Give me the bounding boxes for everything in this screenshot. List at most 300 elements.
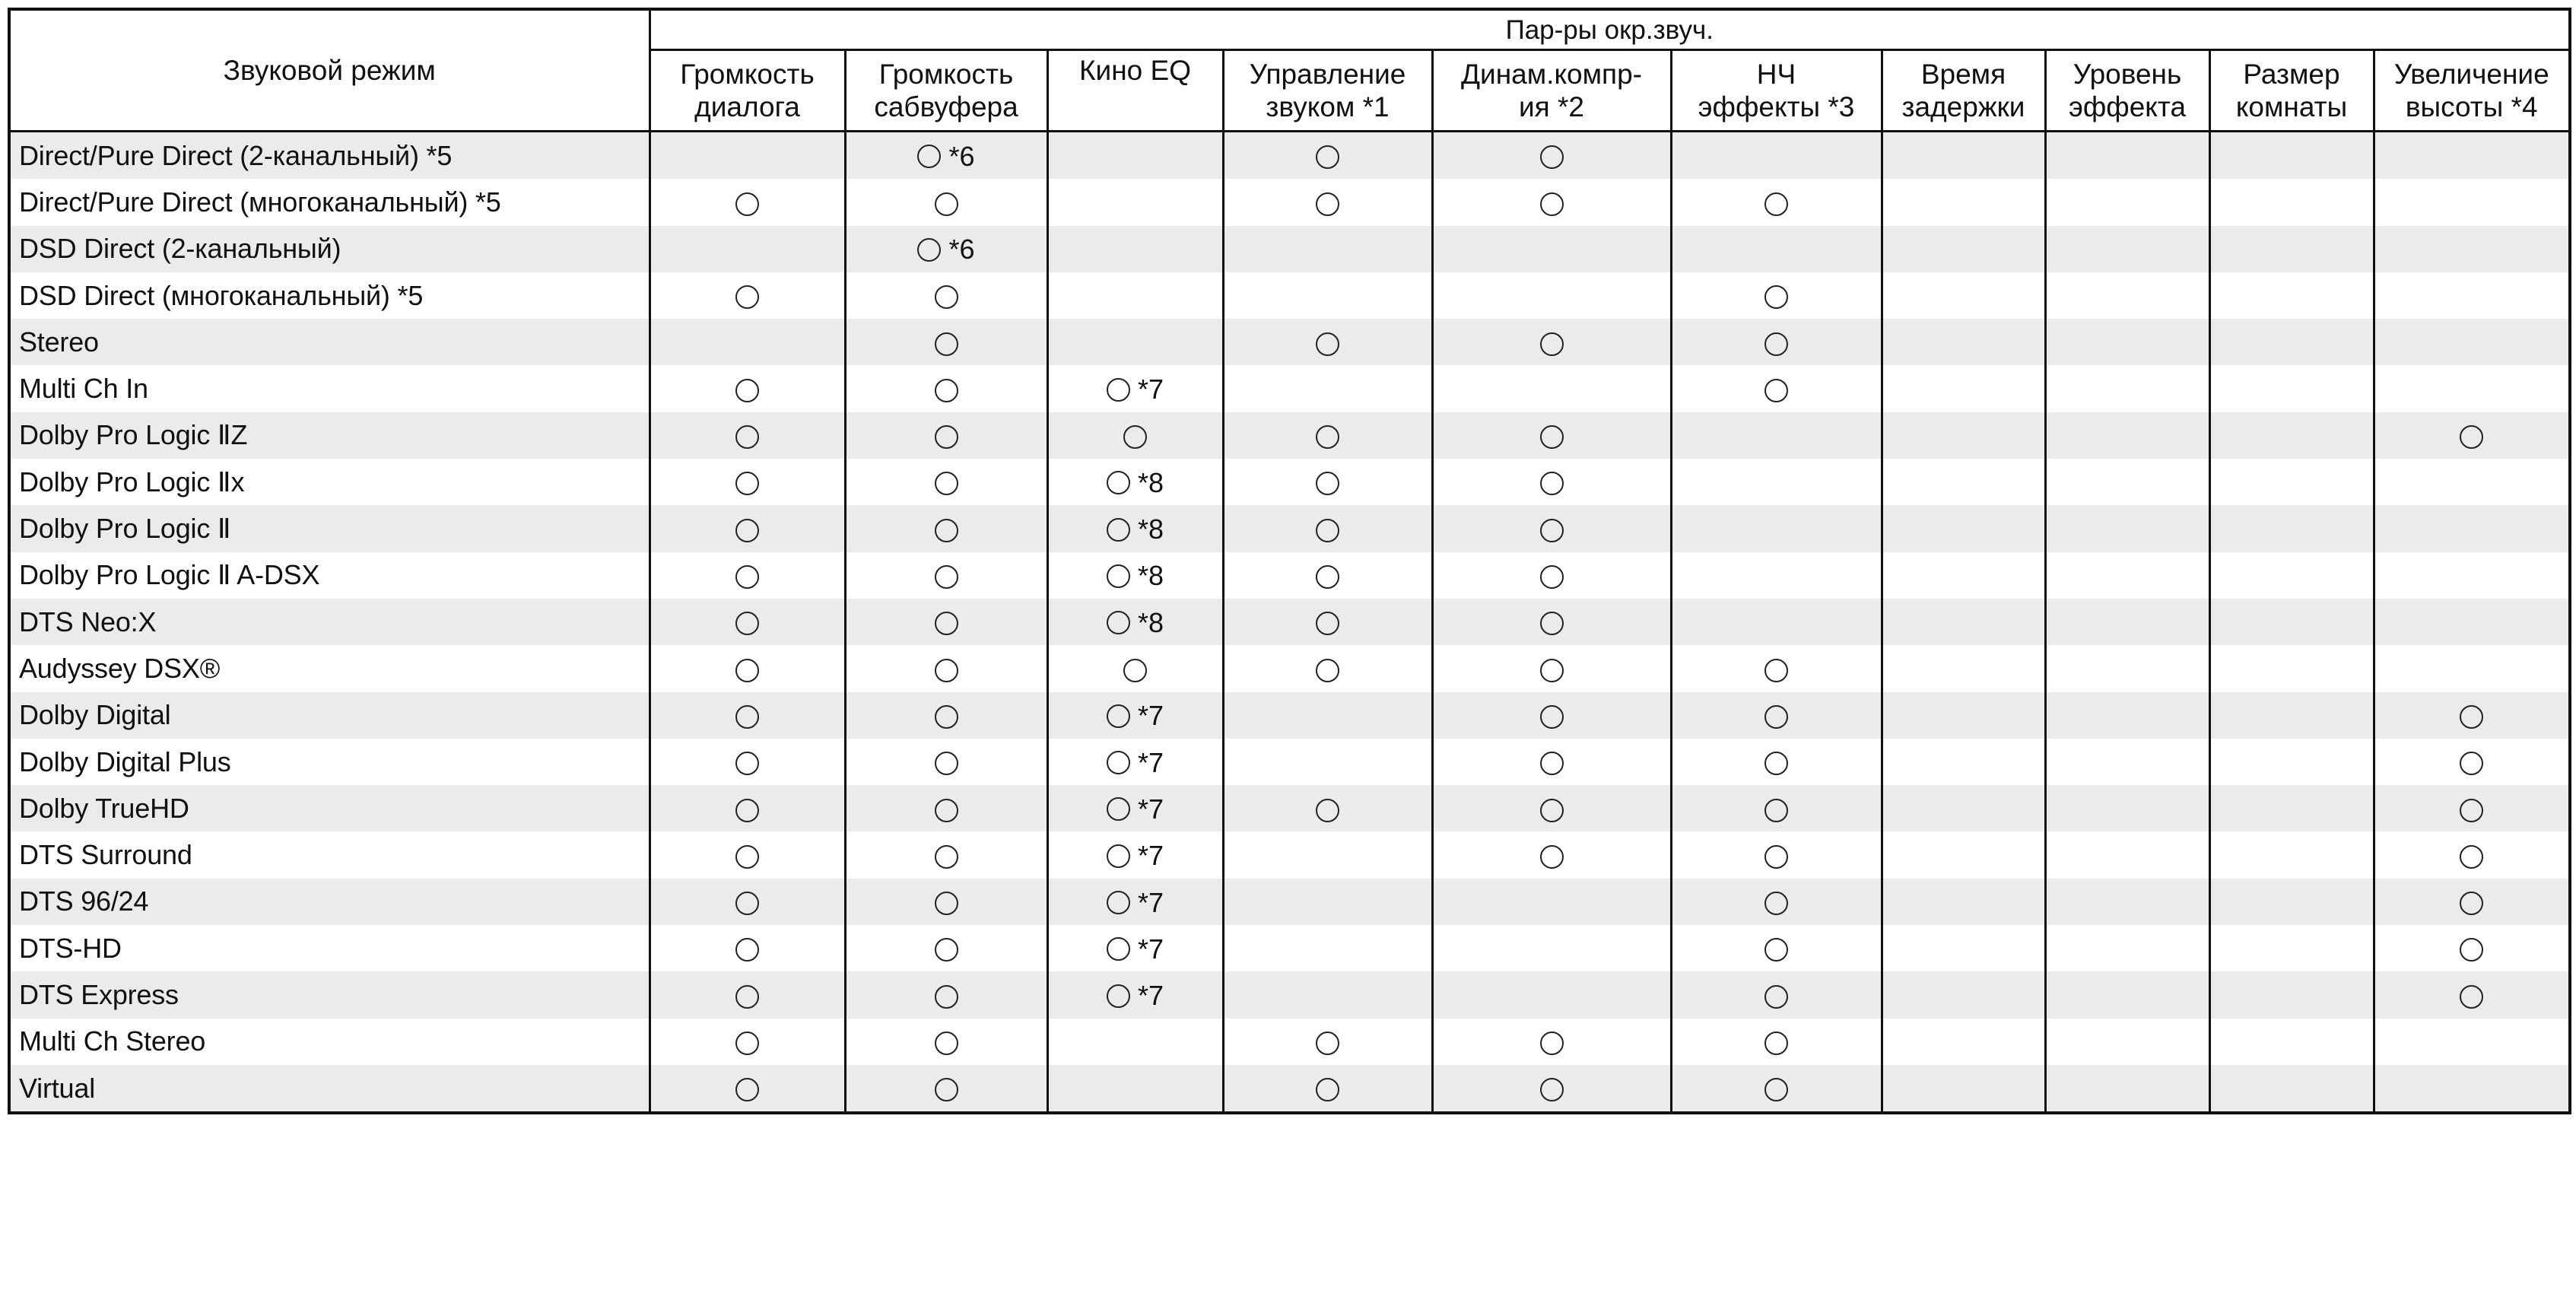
- supported-circle-icon: [935, 985, 958, 1009]
- sound-mode-name: Dolby Digital Plus: [9, 739, 650, 785]
- supported-circle-icon: [1540, 519, 1564, 542]
- parameter-cell: [1047, 925, 1223, 971]
- parameter-cell: [845, 879, 1047, 925]
- supported-circle-icon: [1316, 659, 1339, 682]
- footnote-ref: *7: [1137, 886, 1164, 918]
- parameter-cell: [2209, 1065, 2374, 1113]
- parameter-cell: [1223, 412, 1432, 459]
- parameter-cell: [650, 879, 845, 925]
- column-header-line1: Управление: [1249, 59, 1406, 90]
- column-header-line2: высоты *4: [2405, 91, 2538, 122]
- parameter-cell: [1432, 459, 1671, 505]
- parameter-cell: [2374, 272, 2570, 319]
- parameter-cell: [1671, 412, 1882, 459]
- parameter-cell: [845, 831, 1047, 878]
- supported-circle-icon: [1107, 797, 1130, 821]
- surround-parameters-header: Пар-ры окр.звуч.: [650, 9, 2570, 50]
- supported-circle-icon: [1540, 799, 1564, 822]
- parameter-cell: [1671, 132, 1882, 180]
- table-row: [9, 692, 2570, 739]
- parameter-cell: [1432, 412, 1671, 459]
- sound-mode-name: DTS Neo:X: [9, 599, 650, 645]
- supported-circle-icon: [1107, 564, 1130, 588]
- supported-circle-icon: [1540, 472, 1564, 495]
- supported-circle-icon: [2460, 845, 2483, 869]
- table-row: [9, 319, 2570, 365]
- column-header-line2: комнаты: [2235, 91, 2348, 122]
- parameter-cell: [650, 599, 845, 645]
- table-row: [9, 412, 2570, 459]
- supported-circle-icon: [935, 332, 958, 356]
- parameter-cell: [650, 132, 845, 180]
- sound-mode-name: Dolby Pro Logic Ⅱ: [9, 505, 650, 552]
- supported-circle-icon: [1764, 1078, 1788, 1101]
- parameter-cell: [1223, 599, 1432, 645]
- footnote-ref: *7: [1137, 933, 1164, 965]
- table-row: [9, 831, 2570, 878]
- supported-circle-icon: [935, 472, 958, 495]
- parameter-cell: [2374, 785, 2570, 831]
- supported-circle-icon: [735, 472, 759, 495]
- footnote-ref: *8: [1137, 466, 1164, 498]
- supported-circle-icon: [1316, 145, 1339, 169]
- parameter-cell: [2209, 132, 2374, 180]
- supported-circle-icon: [1316, 612, 1339, 635]
- supported-circle-icon: [1316, 1078, 1339, 1101]
- supported-circle-icon: [735, 425, 759, 449]
- parameter-cell: [2374, 925, 2570, 971]
- parameter-cell: [1047, 645, 1223, 691]
- supported-circle-icon: [1764, 332, 1788, 356]
- supported-circle-icon: [735, 799, 759, 822]
- parameter-cell: [2374, 645, 2570, 691]
- supported-circle-icon: [917, 145, 941, 168]
- parameter-cell: [2374, 412, 2570, 459]
- sound-mode-parameters-table: [8, 8, 2571, 1114]
- parameter-cell: [2209, 1019, 2374, 1065]
- parameter-cell: [2045, 272, 2209, 319]
- parameter-cell: [650, 925, 845, 971]
- parameter-cell: [650, 645, 845, 691]
- table-row: [9, 459, 2570, 505]
- parameter-cell: [2209, 272, 2374, 319]
- parameter-cell: [845, 226, 1047, 272]
- footnote-ref: *7: [1137, 374, 1164, 405]
- supported-circle-icon: [735, 192, 759, 216]
- parameter-cell: [650, 1065, 845, 1113]
- parameter-cell: [1432, 831, 1671, 878]
- parameter-cell: [1882, 412, 2045, 459]
- sound-mode-name: Dolby Digital: [9, 692, 650, 739]
- parameter-cell: [1671, 505, 1882, 552]
- sound-mode-header: Звуковой режим: [9, 9, 650, 132]
- parameter-cell: [2209, 505, 2374, 552]
- parameter-cell: [1047, 785, 1223, 831]
- parameter-cell: [845, 459, 1047, 505]
- supported-circle-icon: [1540, 332, 1564, 356]
- parameter-cell: [1882, 226, 2045, 272]
- parameter-cell: [1882, 785, 2045, 831]
- footnote-ref: *7: [1137, 840, 1164, 872]
- parameter-cell: [1671, 459, 1882, 505]
- parameter-cell: [1223, 552, 1432, 599]
- supported-circle-icon: [735, 612, 759, 635]
- supported-circle-icon: [935, 892, 958, 915]
- parameter-cell: [2045, 132, 2209, 180]
- table-body: [9, 132, 2570, 1114]
- parameter-cell: [2209, 599, 2374, 645]
- parameter-cell: [650, 1019, 845, 1065]
- supported-circle-icon: [1540, 1032, 1564, 1055]
- parameter-cell: [1223, 1065, 1432, 1113]
- parameter-cell: [845, 971, 1047, 1018]
- parameter-cell: [1882, 692, 2045, 739]
- parameter-cell: [845, 599, 1047, 645]
- supported-circle-icon: [735, 985, 759, 1009]
- table-row: [9, 971, 2570, 1018]
- parameter-cell: [2045, 971, 2209, 1018]
- parameter-cell: [1671, 226, 1882, 272]
- parameter-cell: [1432, 692, 1671, 739]
- table-row: [9, 1065, 2570, 1113]
- parameter-cell: [650, 226, 845, 272]
- parameter-cell: [2045, 831, 2209, 878]
- column-header: [1671, 50, 1882, 132]
- supported-circle-icon: [1540, 192, 1564, 216]
- parameter-cell: [1047, 226, 1223, 272]
- supported-circle-icon: [1107, 611, 1130, 634]
- supported-circle-icon: [2460, 985, 2483, 1009]
- supported-circle-icon: [1764, 938, 1788, 962]
- supported-circle-icon: [1107, 751, 1130, 774]
- parameter-cell: [1882, 1019, 2045, 1065]
- parameter-cell: [1882, 505, 2045, 552]
- parameter-cell: [2209, 925, 2374, 971]
- parameter-cell: [1047, 1019, 1223, 1065]
- table-row: [9, 226, 2570, 272]
- parameter-cell: [2374, 831, 2570, 878]
- parameter-cell: [1432, 365, 1671, 412]
- supported-circle-icon: [2460, 425, 2483, 449]
- supported-circle-icon: [1764, 892, 1788, 915]
- supported-circle-icon: [1540, 145, 1564, 169]
- parameter-cell: [2045, 645, 2209, 691]
- supported-circle-icon: [1764, 659, 1788, 682]
- parameter-cell: [2045, 226, 2209, 272]
- supported-circle-icon: [1107, 844, 1130, 868]
- parameter-cell: [2209, 365, 2374, 412]
- parameter-cell: [845, 692, 1047, 739]
- table-row: [9, 552, 2570, 599]
- parameter-cell: [1432, 132, 1671, 180]
- table-row: [9, 365, 2570, 412]
- parameter-cell: [1047, 272, 1223, 319]
- supported-circle-icon: [1540, 612, 1564, 635]
- column-header: [1882, 50, 2045, 132]
- parameter-cell: [2045, 1019, 2209, 1065]
- parameter-cell: [1047, 179, 1223, 225]
- parameter-cell: [1047, 505, 1223, 552]
- parameter-cell: [1223, 365, 1432, 412]
- supported-circle-icon: [1540, 845, 1564, 869]
- parameter-cell: [2045, 412, 2209, 459]
- supported-circle-icon: [917, 238, 941, 262]
- sound-mode-name: Dolby TrueHD: [9, 785, 650, 831]
- parameter-cell: [650, 505, 845, 552]
- supported-circle-icon: [1540, 705, 1564, 729]
- supported-circle-icon: [1764, 192, 1788, 216]
- column-header-line2: сабвуфера: [874, 91, 1018, 122]
- parameter-cell: [845, 925, 1047, 971]
- footnote-ref: *8: [1137, 513, 1164, 545]
- supported-circle-icon: [1107, 891, 1130, 914]
- parameter-cell: [1671, 365, 1882, 412]
- parameter-cell: [845, 319, 1047, 365]
- parameter-cell: [650, 412, 845, 459]
- supported-circle-icon: [1764, 705, 1788, 729]
- supported-circle-icon: [1123, 425, 1147, 449]
- parameter-cell: [1882, 365, 2045, 412]
- supported-circle-icon: [735, 1078, 759, 1101]
- supported-circle-icon: [1764, 985, 1788, 1009]
- parameter-cell: [1882, 459, 2045, 505]
- parameter-cell: [1047, 879, 1223, 925]
- table-row: [9, 739, 2570, 785]
- table-row: [9, 505, 2570, 552]
- parameter-cell: [1671, 879, 1882, 925]
- parameter-cell: [1882, 1065, 2045, 1113]
- supported-circle-icon: [1107, 984, 1130, 1008]
- parameter-cell: [2374, 132, 2570, 180]
- parameter-cell: [1882, 971, 2045, 1018]
- parameter-cell: [1047, 1065, 1223, 1113]
- supported-circle-icon: [735, 1032, 759, 1055]
- parameter-cell: [1432, 552, 1671, 599]
- sound-mode-name: Direct/Pure Direct (2-канальный) *5: [9, 132, 650, 180]
- parameter-cell: [1882, 552, 2045, 599]
- parameter-cell: [1882, 272, 2045, 319]
- table-row: [9, 785, 2570, 831]
- parameter-cell: [650, 552, 845, 599]
- parameter-cell: [1671, 692, 1882, 739]
- table-row: [9, 272, 2570, 319]
- parameter-cell: [845, 1065, 1047, 1113]
- parameter-cell: [1223, 692, 1432, 739]
- supported-circle-icon: [1316, 519, 1339, 542]
- parameter-cell: [845, 132, 1047, 180]
- parameter-cell: [2374, 226, 2570, 272]
- supported-circle-icon: [1764, 845, 1788, 869]
- parameter-cell: [2374, 365, 2570, 412]
- column-header: [1432, 50, 1671, 132]
- parameter-cell: [1223, 739, 1432, 785]
- supported-circle-icon: [735, 752, 759, 775]
- column-header: [2374, 50, 2570, 132]
- parameter-cell: [1432, 505, 1671, 552]
- parameter-cell: [2045, 599, 2209, 645]
- supported-circle-icon: [1540, 1078, 1564, 1101]
- supported-circle-icon: [735, 379, 759, 402]
- table-row: [9, 599, 2570, 645]
- sound-mode-name: Dolby Pro Logic ⅡZ: [9, 412, 650, 459]
- parameter-cell: [1432, 272, 1671, 319]
- column-header-line1: Увеличение: [2393, 59, 2549, 90]
- parameter-cell: [1432, 179, 1671, 225]
- sound-mode-name: Direct/Pure Direct (многоканальный) *5: [9, 179, 650, 225]
- parameter-cell: [2374, 459, 2570, 505]
- parameter-cell: [1671, 319, 1882, 365]
- column-header-line1: Время: [1920, 59, 2006, 90]
- supported-circle-icon: [935, 425, 958, 449]
- parameter-cell: [845, 552, 1047, 599]
- parameter-cell: [845, 645, 1047, 691]
- parameter-cell: [2045, 459, 2209, 505]
- parameter-cell: [1671, 971, 1882, 1018]
- supported-circle-icon: [1540, 425, 1564, 449]
- parameter-cell: [650, 971, 845, 1018]
- parameter-cell: [1047, 599, 1223, 645]
- supported-circle-icon: [935, 845, 958, 869]
- parameter-cell: [845, 739, 1047, 785]
- parameter-cell: [1047, 132, 1223, 180]
- supported-circle-icon: [1540, 752, 1564, 775]
- supported-circle-icon: [935, 612, 958, 635]
- supported-circle-icon: [935, 1078, 958, 1101]
- supported-circle-icon: [1107, 378, 1130, 402]
- parameter-cell: [1671, 739, 1882, 785]
- footnote-ref: *7: [1137, 746, 1164, 778]
- column-header: [845, 50, 1047, 132]
- parameter-cell: [2045, 319, 2209, 365]
- parameter-cell: [1432, 599, 1671, 645]
- parameter-cell: [650, 739, 845, 785]
- parameter-cell: [1432, 1065, 1671, 1113]
- parameter-cell: [1223, 925, 1432, 971]
- parameter-cell: [650, 459, 845, 505]
- parameter-cell: [2045, 785, 2209, 831]
- parameter-cell: [1223, 971, 1432, 1018]
- parameter-cell: [1882, 599, 2045, 645]
- sound-mode-name: DSD Direct (2-канальный): [9, 226, 650, 272]
- parameter-cell: [2374, 879, 2570, 925]
- supported-circle-icon: [935, 752, 958, 775]
- supported-circle-icon: [935, 938, 958, 962]
- supported-circle-icon: [1764, 285, 1788, 309]
- parameter-cell: [1223, 1019, 1432, 1065]
- footnote-ref: *6: [948, 140, 975, 172]
- column-header-line1: Размер: [2243, 59, 2340, 90]
- parameter-cell: [2209, 785, 2374, 831]
- parameter-cell: [2209, 319, 2374, 365]
- sound-mode-name: DTS-HD: [9, 925, 650, 971]
- parameter-cell: [1882, 132, 2045, 180]
- parameter-cell: [2045, 879, 2209, 925]
- column-header-line1: Кино EQ: [1079, 55, 1191, 86]
- parameter-cell: [2209, 879, 2374, 925]
- supported-circle-icon: [1764, 379, 1788, 402]
- parameter-cell: [1432, 226, 1671, 272]
- parameter-cell: [1223, 319, 1432, 365]
- parameter-cell: [2209, 692, 2374, 739]
- parameter-cell: [1432, 785, 1671, 831]
- parameter-cell: [1432, 1019, 1671, 1065]
- parameter-cell: [1047, 692, 1223, 739]
- parameter-cell: [1432, 319, 1671, 365]
- sound-mode-name: DTS 96/24: [9, 879, 650, 925]
- column-header-line2: звуком *1: [1266, 91, 1390, 122]
- column-header-line1: Громкость: [680, 59, 815, 90]
- supported-circle-icon: [935, 519, 958, 542]
- parameter-cell: [2209, 412, 2374, 459]
- supported-circle-icon: [1316, 1032, 1339, 1055]
- parameter-cell: [650, 831, 845, 878]
- parameter-cell: [2209, 645, 2374, 691]
- supported-circle-icon: [1540, 565, 1564, 589]
- supported-circle-icon: [1316, 332, 1339, 356]
- supported-circle-icon: [2460, 705, 2483, 729]
- column-header: [2209, 50, 2374, 132]
- column-header-line2: задержки: [1901, 91, 2025, 122]
- parameter-cell: [2374, 599, 2570, 645]
- parameter-cell: [845, 1019, 1047, 1065]
- parameter-cell: [2045, 692, 2209, 739]
- parameter-cell: [2209, 552, 2374, 599]
- parameter-cell: [2045, 505, 2209, 552]
- parameter-cell: [2045, 1065, 2209, 1113]
- supported-circle-icon: [735, 892, 759, 915]
- parameter-cell: [2045, 739, 2209, 785]
- parameter-cell: [1047, 831, 1223, 878]
- parameter-cell: [1882, 645, 2045, 691]
- supported-circle-icon: [935, 379, 958, 402]
- parameter-cell: [1223, 505, 1432, 552]
- footnote-ref: *7: [1137, 700, 1164, 732]
- parameter-cell: [2045, 179, 2209, 225]
- supported-circle-icon: [2460, 892, 2483, 915]
- supported-circle-icon: [735, 519, 759, 542]
- supported-circle-icon: [935, 285, 958, 309]
- parameter-cell: [1671, 552, 1882, 599]
- supported-circle-icon: [935, 565, 958, 589]
- column-header: [2045, 50, 2209, 132]
- parameter-cell: [1223, 879, 1432, 925]
- parameter-cell: [845, 505, 1047, 552]
- sound-mode-name: Stereo: [9, 319, 650, 365]
- parameter-cell: [650, 365, 845, 412]
- parameter-cell: [845, 365, 1047, 412]
- sound-mode-name: Dolby Pro Logic Ⅱ A-DSX: [9, 552, 650, 599]
- parameter-cell: [845, 272, 1047, 319]
- parameter-cell: [650, 785, 845, 831]
- parameter-cell: [2374, 971, 2570, 1018]
- column-header-line1: Громкость: [878, 59, 1014, 90]
- parameter-cell: [1671, 272, 1882, 319]
- column-header-line1: Динам.компр-: [1460, 59, 1642, 90]
- supported-circle-icon: [935, 192, 958, 216]
- parameter-cell: [1671, 645, 1882, 691]
- footnote-ref: *7: [1137, 980, 1164, 1012]
- column-header-line2: эффекта: [2068, 91, 2187, 122]
- sound-mode-name: Virtual: [9, 1065, 650, 1113]
- parameter-cell: [1671, 925, 1882, 971]
- parameter-cell: [1432, 971, 1671, 1018]
- table-row: [9, 925, 2570, 971]
- parameter-cell: [845, 785, 1047, 831]
- parameter-cell: [2209, 459, 2374, 505]
- column-header: [1223, 50, 1432, 132]
- sound-mode-name: Audyssey DSX®: [9, 645, 650, 691]
- column-header-line2: эффекты *3: [1698, 91, 1855, 122]
